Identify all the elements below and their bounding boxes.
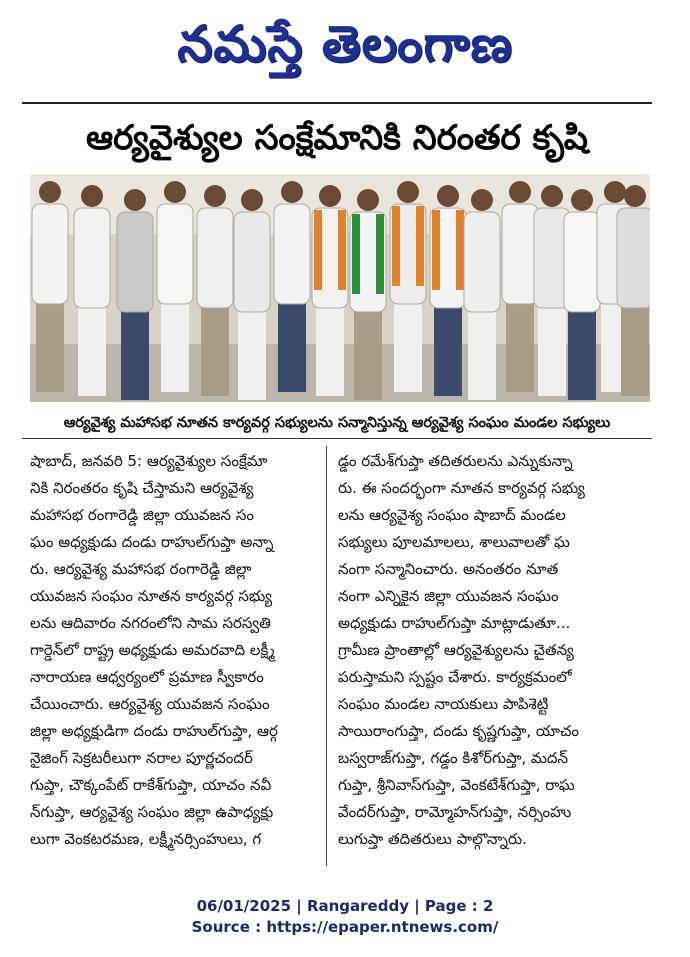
person-figure (74, 185, 110, 396)
person-figure (350, 189, 386, 400)
person-figure (464, 189, 500, 400)
article-line: సభ్యులు పూలమాలలు, శాలువాలతో ఘ (338, 533, 570, 551)
article-line: గుప్తా, శ్రీనివాస్‌గుప్తా, వెంకటేశ్‌గుప్తా, రాఘ (338, 776, 575, 794)
article-line: వేందర్‌గుప్తా, రామ్మోహన్‌గుప్తా, నర్సింహు (338, 803, 572, 821)
article-line: రు. ఆర్యవైశ్య మహాసభ రంగారెడ్డి జిల్లా (30, 560, 252, 578)
article-line: గుప్తా, చౌక్కంపేట్ రాకేశ్‌గుప్తా, యాచం నవీ (30, 776, 272, 794)
article-line: డ్డం రమేశ్‌గుప్తా తదితరులను ఎన్నుకున్నా (338, 452, 573, 470)
article-line: నికి నిరంతరం కృషి చేస్తామని ఆర్యవైశ్య (30, 479, 254, 497)
article-line: లను ఆదివారం నగరంలోని సామ సరస్వతి (30, 614, 271, 632)
article-line: షాబాద్, జనవరి 5: ఆర్యవైశ్యుల సంక్షేమా (30, 452, 268, 470)
article-column-left (30, 448, 320, 853)
source-link[interactable]: Source : https://epaper.ntnews.com/ (191, 918, 499, 936)
article-line: లను ఆర్యవైశ్య సంఘం షాబాద్ మండల (338, 506, 566, 524)
person-figure (390, 181, 426, 392)
article-line: నంగా సన్మానించారు. అనంతరం నూత (338, 560, 559, 578)
article-line: రు. ఈ సందర్భంగా నూతన కార్యవర్గ సభ్యు (338, 479, 585, 497)
shawl (456, 210, 464, 290)
shawl (338, 210, 346, 290)
person-figure (117, 189, 153, 400)
article-line: బస్వరాజ్‌గుప్తా, గడ్డం కిశోర్‌గుప్తా, మదన్ (338, 749, 569, 767)
article-line: నారాయణ ఆధ్వర్యంలో ప్రమాణ స్వీకారం (30, 668, 264, 686)
shawl (416, 206, 424, 286)
article-line: జిల్లా అధ్యక్షుడిగా దండు రాహుల్‌గుప్తా, ఆర్గ (30, 722, 278, 740)
person-figure (234, 189, 270, 400)
shawl (376, 214, 384, 294)
shawl (392, 206, 400, 286)
article-line: యువజన సంఘం నూతన కార్యవర్గ సభ్యు (30, 587, 273, 605)
shawl (432, 210, 440, 290)
person-figure (430, 185, 466, 396)
article-line: ఘం అధ్యక్షుడు దండు రాహుల్‌గుప్తా అన్నా (30, 533, 274, 551)
group-photo (30, 174, 650, 402)
newspaper-masthead (120, 8, 570, 80)
article-line: గార్డెన్‌లో రాష్ట్ర అధ్యక్షుడు అమరవాది లక్ష్మీ (30, 641, 275, 659)
article-line: పరుస్తామని స్పష్టం చేశారు. కార్యక్రమంలో (338, 668, 572, 686)
person-figure (197, 185, 233, 396)
article-line: అధ్యక్షుడు రాహుల్‌గుప్తా మాట్లాడుతూ... (338, 614, 571, 632)
person-figure (274, 181, 310, 392)
group-photo-illustration (30, 174, 650, 402)
column-divider (326, 446, 327, 866)
article-headline: ఆర్యవైశ్యుల సంక్షేమానికి నిరంతర కృషి (85, 118, 589, 158)
person-figure (564, 189, 600, 400)
article-line: న్‌గుప్తా, ఆర్యవైశ్య సంఘం జిల్లా ఉపాధ్యక్షు (30, 803, 274, 821)
article-line: సంఘం మండల నాయకులు పాపిశెట్టి (338, 695, 549, 713)
article-line: లుగుప్తా తదితరులు పాల్గొన్నారు. (338, 830, 527, 848)
article-line: నంగా ఎన్నికైన జిల్లా యువజన సంఘం (338, 587, 559, 605)
person-figure (617, 185, 650, 396)
edition-info: 06/01/2025 | Rangareddy | Page : 2 (196, 897, 494, 915)
masthead-title: నమస్తే తెలంగాణ (177, 14, 513, 73)
article-line: లుగా వెంకటరమణ, లక్ష్మీనర్సింహులు, గ (30, 830, 262, 848)
person-figure (32, 181, 68, 392)
top-divider (22, 102, 652, 104)
person-figure (157, 181, 193, 392)
article-line: గ్రామీణ ప్రాంతాల్లో ఆర్యవైశ్యులను చైతన్య (338, 641, 574, 659)
article-column-right (338, 448, 628, 853)
shawl (352, 214, 360, 294)
person-figure (312, 185, 348, 396)
article-line: సాయిరాంగుప్తా, దండు కృష్ణగుప్తా, యాచం (338, 722, 580, 740)
article-line: మహాసభ రంగారెడ్డి జిల్లా యువజన సం (30, 506, 254, 524)
person-figure (502, 181, 538, 392)
photo-caption: ఆర్యవైశ్య మహాసభ నూతన కార్యవర్గ సభ్యులను సన్మానిస్తున్న ఆర్యవైశ్య సంఘం మండల సభ్యులు (22, 408, 652, 439)
article-line: నైజింగ్ సెక్రటరీలుగా నరాల పూర్ణచందర్ (30, 749, 253, 767)
article-line: చేయించారు. ఆర్యవైశ్య యువజన సంఘం (30, 695, 270, 713)
shawl (314, 210, 322, 290)
